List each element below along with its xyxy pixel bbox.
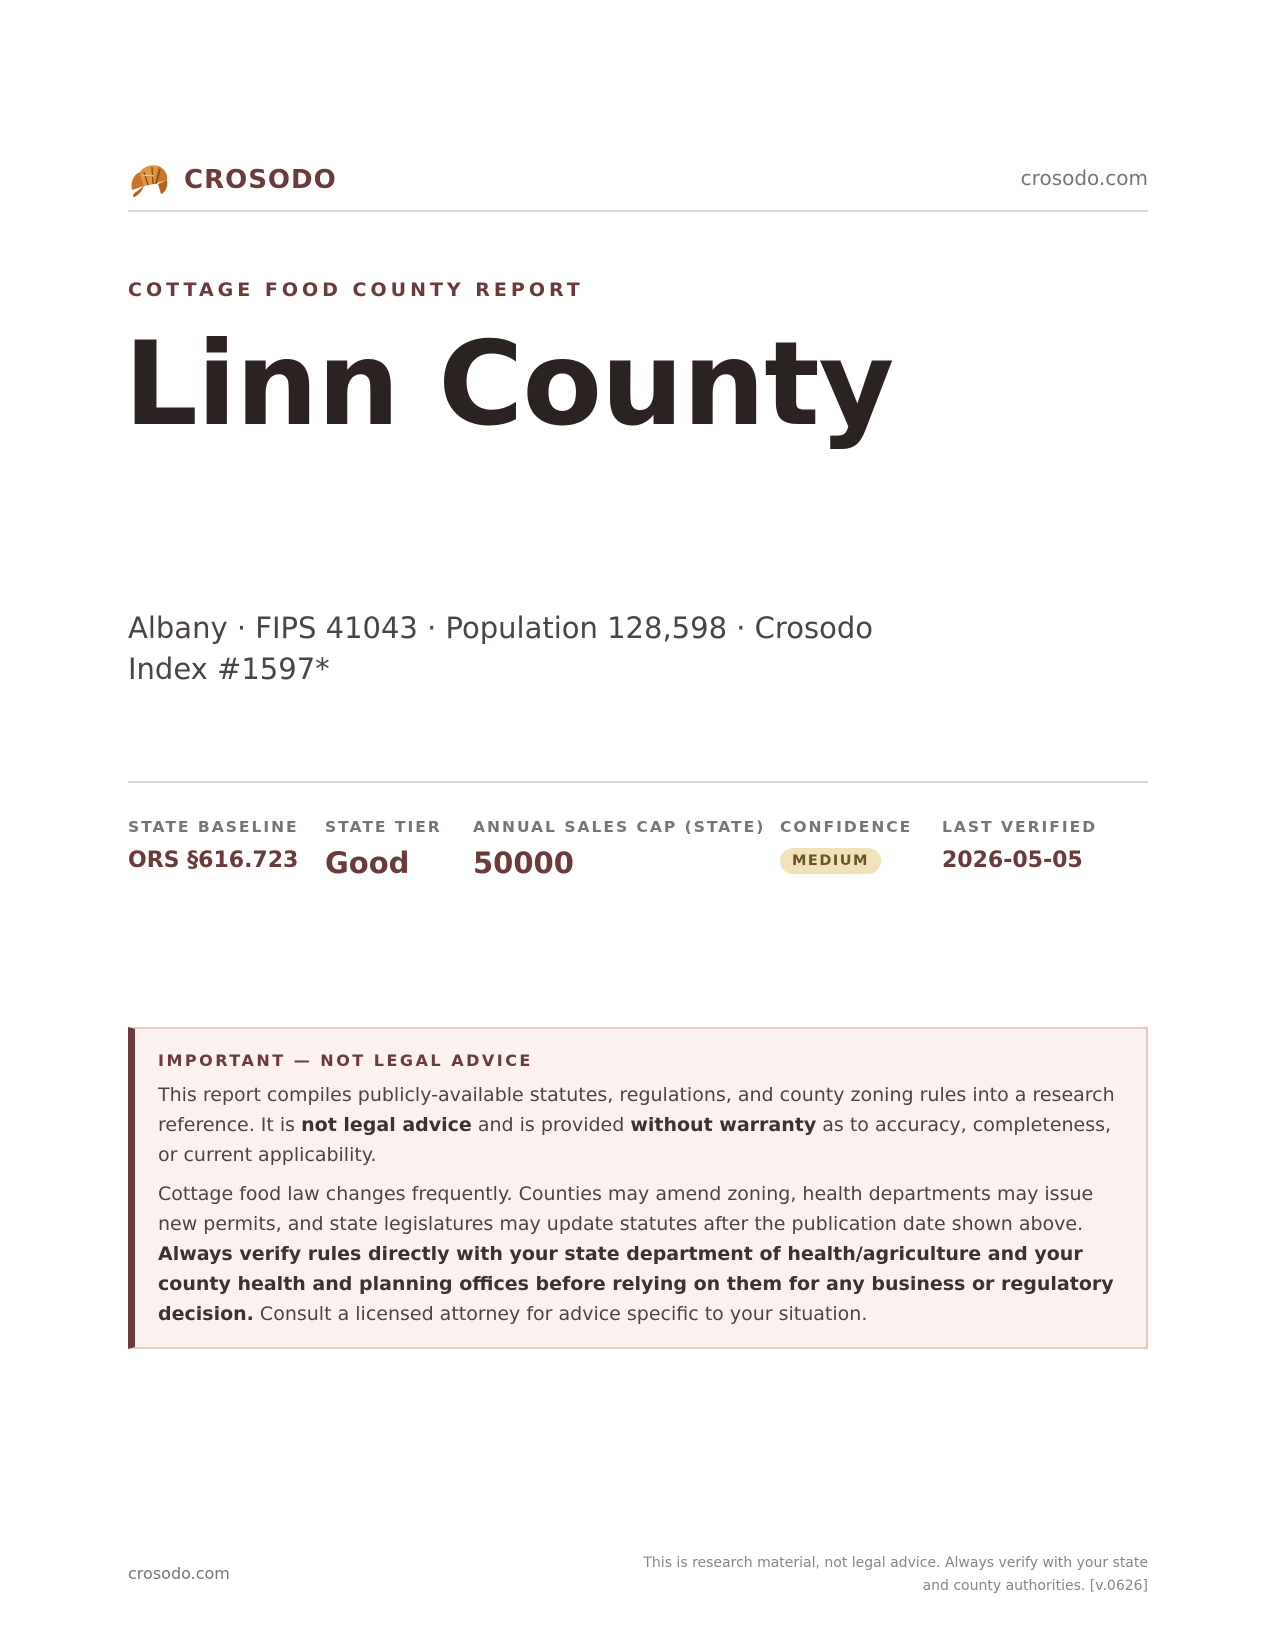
report-eyebrow: COTTAGE FOOD COUNTY REPORT — [128, 279, 584, 301]
stat-label: STATE TIER — [325, 818, 442, 836]
county-title: Linn County — [124, 317, 894, 452]
stat-last-verified — [942, 818, 1097, 873]
notice-emphasis: Always verify rules directly with your state department of health/agriculture and your county health and planning offices before relying on them for any business or regulatory decision. — [158, 1243, 1114, 1325]
footer-disclaimer: This is research material, not legal advice. Always verify with your state and county authorities. [v.0626] — [643, 1555, 1148, 1594]
stat-label: LAST VERIFIED — [942, 818, 1098, 836]
notice-text: and is provided — [471, 1114, 631, 1136]
notice-text: Cottage food law changes frequently. Counties may amend zoning, health departments may issue new permits, and state legislatures may update statutes after the publication date shown above. — [158, 1183, 1094, 1235]
notice-emphasis: without warranty — [630, 1114, 817, 1136]
stats-divider — [128, 781, 1148, 783]
notice-emphasis: not legal advice — [301, 1114, 472, 1136]
notice-text: Consult a licensed attorney for advice specific to your situation. — [253, 1303, 868, 1325]
notice-paragraph-1 — [158, 1080, 1122, 1170]
stat-state-baseline — [128, 818, 299, 873]
stat-label: CONFIDENCE — [780, 818, 913, 836]
notice-paragraph-2 — [158, 1179, 1122, 1329]
notice-text: This report compiles publicly-available statutes, regulations, and county zoning rules into a research reference. It is — [158, 1084, 1115, 1136]
stat-label: STATE BASELINE — [128, 818, 299, 836]
county-subline: Albany · FIPS 41043 · Population 128,598 · Crosodo Index #1597* — [128, 611, 873, 686]
footer-domain: crosodo.com — [128, 1564, 230, 1583]
croissant-icon — [128, 160, 170, 200]
stat-value: ORS §616.723 — [128, 848, 299, 873]
stat-label: ANNUAL SALES CAP (STATE) — [473, 818, 766, 836]
report-page — [124, 0, 1148, 1650]
notice-text: as to accuracy, completeness, or current applicability. — [158, 1114, 1112, 1166]
brand-name: CROSODO — [184, 165, 337, 195]
header-domain: crosodo.com — [1020, 166, 1148, 190]
notice-title: IMPORTANT — NOT LEGAL ADVICE — [158, 1051, 533, 1070]
stat-annual-sales-cap — [473, 818, 765, 880]
brand — [128, 160, 337, 200]
stat-value: Good — [325, 846, 410, 880]
stat-value: 50000 — [473, 846, 574, 880]
stat-value: 2026-05-05 — [942, 848, 1083, 873]
stat-state-tier — [325, 818, 442, 880]
confidence-badge: MEDIUM — [780, 848, 881, 874]
legal-notice — [128, 1027, 1148, 1349]
page-header — [128, 158, 1148, 212]
stat-confidence — [780, 818, 912, 874]
